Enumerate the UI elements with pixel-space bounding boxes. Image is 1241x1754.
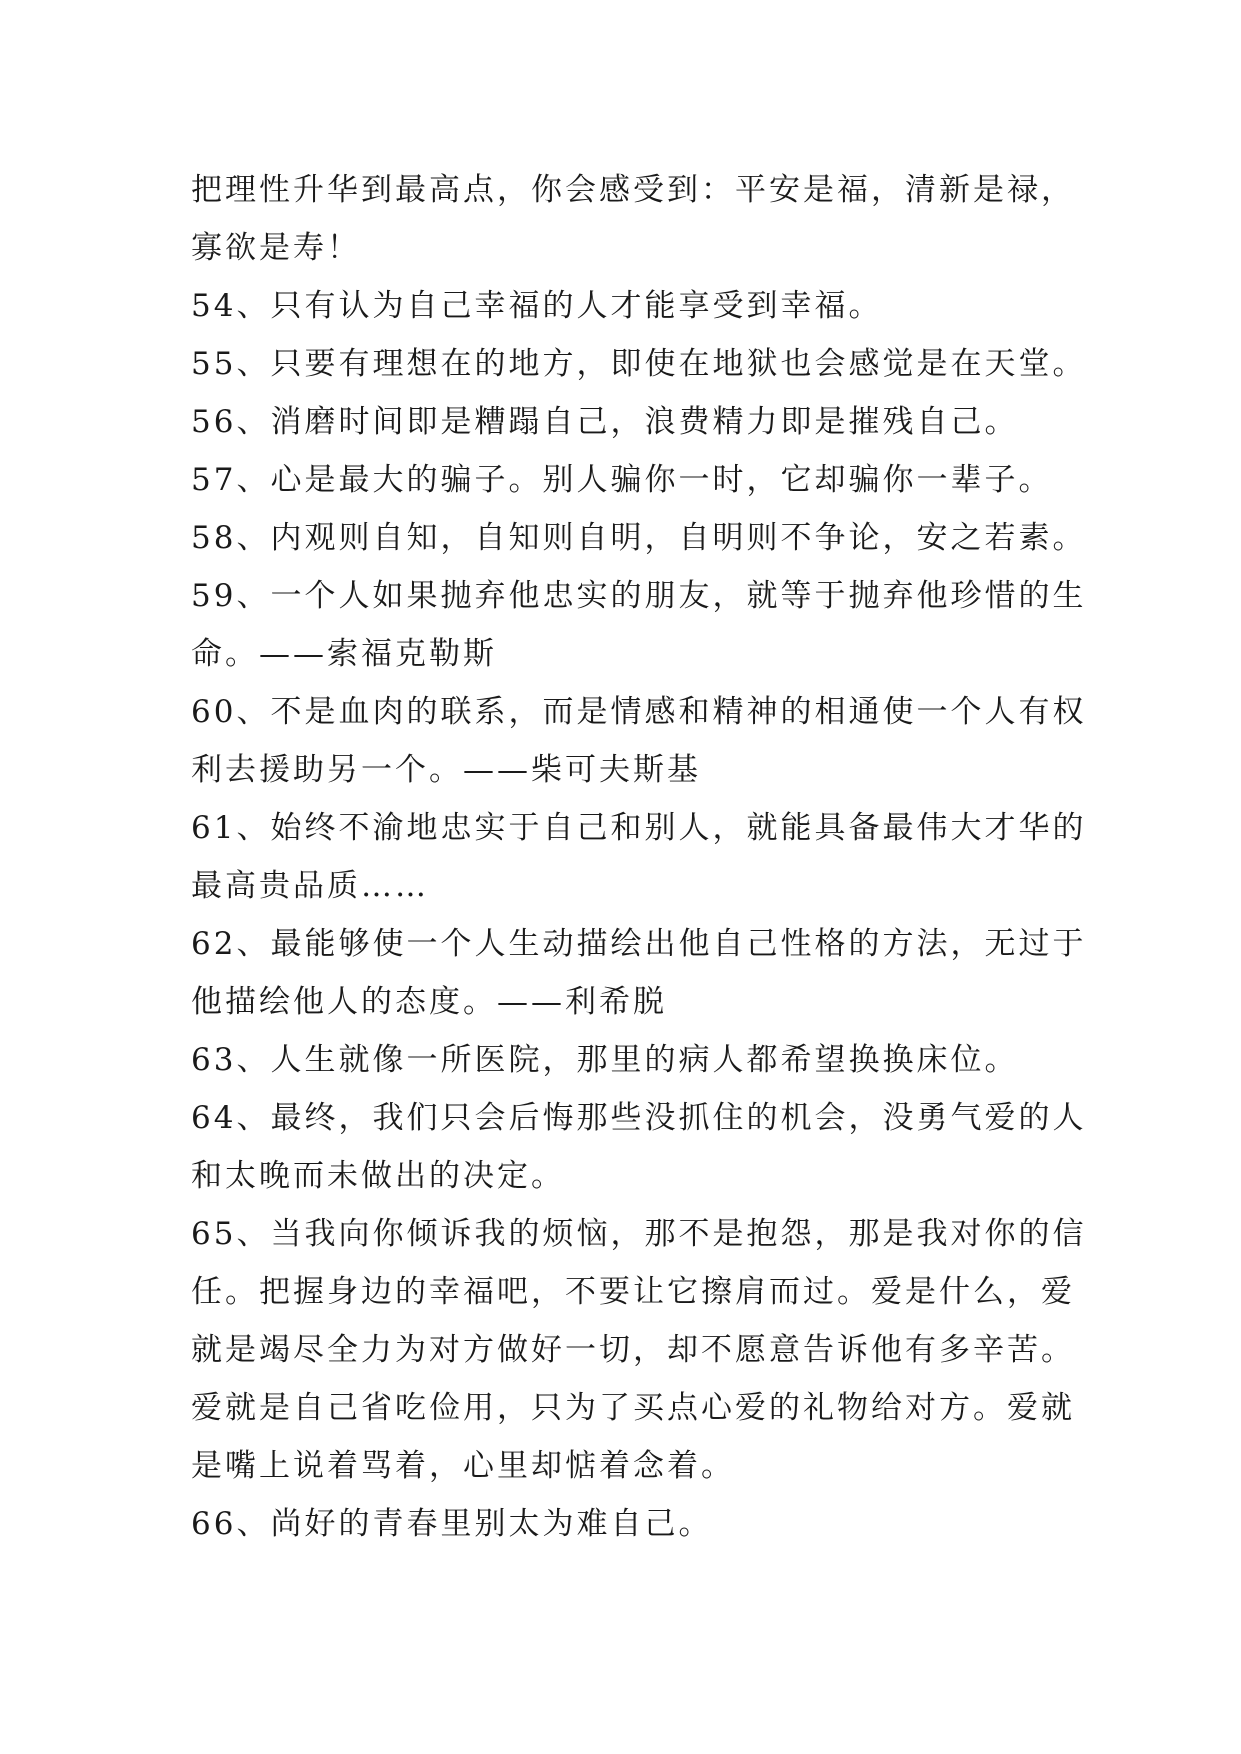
text-line: 是嘴上说着骂着，心里却惦着念着。 (191, 1448, 735, 1484)
text-line: 66、尚好的青春里别太为难自己。 (191, 1506, 713, 1542)
text-line: 命。——索福克勒斯 (191, 636, 497, 672)
text-line: 55、只要有理想在的地方，即使在地狱也会感觉是在天堂。 (191, 346, 1087, 382)
document-body (191, 161, 1087, 1553)
text-line: 62、最能够使一个人生动描绘出他自己性格的方法，无过于 (191, 926, 1087, 962)
text-line: 65、当我向你倾诉我的烦恼，那不是抱怨，那是我对你的信 (191, 1216, 1087, 1252)
text-line: 任。把握身边的幸福吧，不要让它擦肩而过。爱是什么，爱 (191, 1274, 1075, 1310)
text-line: 57、心是最大的骗子。别人骗你一时，它却骗你一辈子。 (191, 462, 1053, 498)
text-line: 54、只有认为自己幸福的人才能享受到幸福。 (191, 288, 883, 324)
text-line: 他描绘他人的态度。——利希脱 (191, 984, 667, 1020)
text-line: 利去援助另一个。——柴可夫斯基 (191, 752, 701, 788)
text-line: 60、不是血肉的联系，而是情感和精神的相通使一个人有权 (191, 694, 1087, 730)
text-line: 寡欲是寿！ (191, 230, 361, 266)
text-line: 64、最终，我们只会后悔那些没抓住的机会，没勇气爱的人 (191, 1100, 1087, 1136)
text-line: 61、始终不渝地忠实于自己和别人，就能具备最伟大才华的 (191, 810, 1087, 846)
text-line: 和太晚而未做出的决定。 (191, 1158, 565, 1194)
text-line: 59、一个人如果抛弃他忠实的朋友，就等于抛弃他珍惜的生 (191, 578, 1087, 614)
text-line: 63、人生就像一所医院，那里的病人都希望换换床位。 (191, 1042, 1019, 1078)
text-line: 爱就是自己省吃俭用，只为了买点心爱的礼物给对方。爱就 (191, 1390, 1075, 1426)
text-line: 就是竭尽全力为对方做好一切，却不愿意告诉他有多辛苦。 (191, 1332, 1075, 1368)
text-line: 56、消磨时间即是糟蹋自己，浪费精力即是摧残自己。 (191, 404, 1019, 440)
text-line: 最高贵品质…… (191, 868, 429, 904)
text-line: 58、内观则自知，自知则自明，自明则不争论，安之若素。 (191, 520, 1087, 556)
text-line: 把理性升华到最高点，你会感受到：平安是福，清新是禄， (191, 172, 1075, 208)
